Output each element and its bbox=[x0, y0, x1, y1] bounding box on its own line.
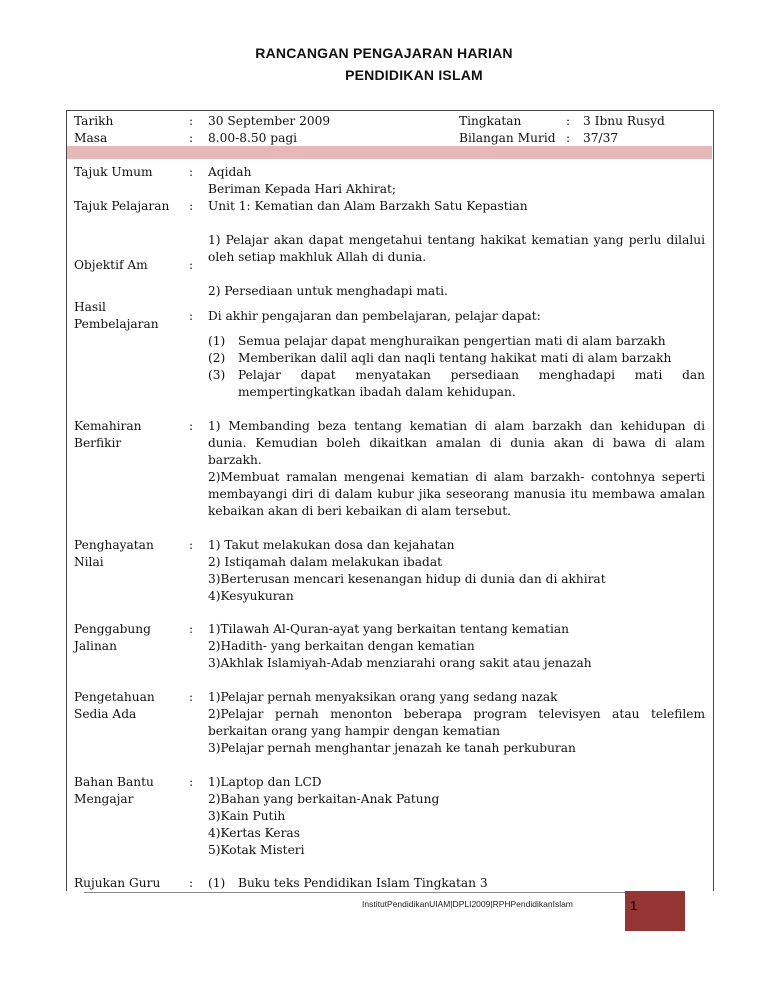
hasil-item-num: (1) bbox=[208, 334, 226, 348]
tarikh-value: 30 September 2009 bbox=[208, 114, 331, 128]
kemahiran-paragraph-1: 1) Membanding beza tentang kematian di alam barzakh dan kehidupan di dunia. Kemudian boleh dikaitkan amalan di dunia akan di bawa di alam barzakh. bbox=[208, 419, 705, 467]
penghayatan-item: 3)Berterusan mencari kesenangan hidup di dunia dan di akhirat bbox=[208, 572, 606, 586]
penghayatan-label-2: Nilai bbox=[74, 555, 104, 569]
bilangan-label: Bilangan Murid bbox=[459, 131, 556, 145]
bahan-label-2: Mengajar bbox=[74, 792, 134, 806]
bahan-item: 1)Laptop dan LCD bbox=[208, 775, 322, 789]
pengetahuan-item-1: 1)Pelajar pernah menyaksikan orang yang sedang nazak bbox=[208, 690, 558, 704]
colon: : bbox=[189, 114, 194, 128]
tajuk-umum-value: Aqidah bbox=[208, 165, 252, 179]
objektif-item-2: 2) Persediaan untuk menghadapi mati. bbox=[208, 284, 448, 298]
pengetahuan-label-1: Pengetahuan bbox=[74, 690, 155, 704]
colon: : bbox=[189, 690, 194, 704]
penghayatan-item: 1) Takut melakukan dosa dan kejahatan bbox=[208, 538, 455, 552]
hasil-label-1: Hasil bbox=[74, 300, 106, 314]
bahan-item: 4)Kertas Keras bbox=[208, 826, 300, 840]
penggabung-label-2: Jalinan bbox=[74, 639, 117, 653]
kemahiran-label-2: Berfikir bbox=[74, 436, 122, 450]
colon: : bbox=[189, 309, 194, 323]
pengetahuan-item-3: 3)Pelajar pernah menghantar jenazah ke tanah perkuburan bbox=[208, 741, 576, 755]
colon: : bbox=[189, 538, 194, 552]
colon: : bbox=[566, 114, 571, 128]
hasil-label-2: Pembelajaran bbox=[74, 317, 159, 331]
penggabung-item: 2)Hadith- yang berkaitan dengan kematian bbox=[208, 639, 475, 653]
penggabung-label-1: Penggabung bbox=[74, 622, 151, 636]
document-title: RANCANGAN PENGAJARAN HARIAN bbox=[255, 45, 513, 61]
hasil-intro: Di akhir pengajaran dan pembelajaran, pelajar dapat: bbox=[208, 309, 541, 323]
bahan-item: 5)Kotak Misteri bbox=[208, 843, 305, 857]
penghayatan-item: 2) Istiqamah dalam melakukan ibadat bbox=[208, 555, 442, 569]
bahan-item: 2)Bahan yang berkaitan-Anak Patung bbox=[208, 792, 440, 806]
rujukan-label: Rujukan Guru bbox=[74, 876, 161, 890]
kemahiran-label-1: Kemahiran bbox=[74, 419, 142, 433]
hasil-item-text: Memberikan dalil aqli dan naqli tentang hakikat mati di alam barzakh bbox=[238, 351, 672, 365]
colon: : bbox=[189, 419, 194, 433]
hasil-item-num: (3) bbox=[208, 368, 226, 382]
page-number: 1 bbox=[630, 898, 638, 913]
colon: : bbox=[566, 131, 571, 145]
objektif-item-1: 1) Pelajar akan dapat mengetahui tentang hakikat kematian yang perlu dilalui oleh setiap makhluk Allah di dunia. bbox=[208, 233, 705, 264]
hasil-item-text: Semua pelajar dapat menghuraikan pengertian mati di alam barzakh bbox=[238, 334, 666, 348]
kemahiran-paragraph-2: 2)Membuat ramalan mengenai kematian di alam barzakh- contohnya seperti membayangi diri di dalam kubur jika seseorang manusia itu membawa amalan kebaikan akan di beri kebaikan di alam tersebut. bbox=[208, 470, 705, 518]
colon: : bbox=[189, 622, 194, 636]
colon: : bbox=[189, 131, 194, 145]
colon: : bbox=[189, 199, 194, 213]
hasil-item-text: Pelajar dapat menyatakan persediaan menghadapi mati dan mempertingkatkan ibadah dalam kehidupan. bbox=[238, 368, 705, 399]
tingkatan-value: 3 Ibnu Rusyd bbox=[583, 114, 665, 128]
document-subtitle: PENDIDIKAN ISLAM bbox=[345, 67, 483, 83]
tajuk-pelajaran-value: Unit 1: Kematian dan Alam Barzakh Satu Kepastian bbox=[208, 199, 528, 213]
bilangan-value: 37/37 bbox=[583, 131, 619, 145]
pengetahuan-label-2: Sedia Ada bbox=[74, 707, 137, 721]
tajuk-umum-value-2: Beriman Kepada Hari Akhirat; bbox=[208, 182, 396, 196]
pengetahuan-item-2: 2)Pelajar pernah menonton beberapa program televisyen atau telefilem berkaitan orang yang hampir dengan kematian bbox=[208, 707, 705, 738]
masa-label: Masa bbox=[74, 131, 108, 145]
hasil-item-num: (2) bbox=[208, 351, 226, 365]
masa-value: 8.00-8.50 pagi bbox=[208, 131, 298, 145]
penggabung-item: 1)Tilawah Al-Quran-ayat yang berkaitan tentang kematian bbox=[208, 622, 569, 636]
penghayatan-item: 4)Kesyukuran bbox=[208, 589, 294, 603]
footer-rule bbox=[84, 892, 625, 893]
tingkatan-label: Tingkatan bbox=[459, 114, 522, 128]
bahan-label-1: Bahan Bantu bbox=[74, 775, 154, 789]
colon: : bbox=[189, 165, 194, 179]
bahan-item: 3)Kain Putih bbox=[208, 809, 286, 823]
tarikh-label: Tarikh bbox=[74, 114, 114, 128]
penghayatan-label-1: Penghayatan bbox=[74, 538, 154, 552]
rujukan-text: Buku teks Pendidikan Islam Tingkatan 3 bbox=[238, 876, 488, 890]
header-divider-band bbox=[67, 146, 712, 159]
objektif-am-label: Objektif Am bbox=[74, 258, 148, 272]
colon: : bbox=[189, 876, 194, 890]
tajuk-umum-label: Tajuk Umum bbox=[74, 165, 153, 179]
colon: : bbox=[189, 258, 194, 272]
footer-text: InstitutPendidikanUIAM|DPLI2009|RPHPendidikanIslam bbox=[362, 899, 573, 909]
tajuk-pelajaran-label: Tajuk Pelajaran bbox=[74, 199, 170, 213]
rujukan-num: (1) bbox=[208, 876, 226, 890]
penggabung-item: 3)Akhlak Islamiyah-Adab menziarahi orang sakit atau jenazah bbox=[208, 656, 592, 670]
colon: : bbox=[189, 775, 194, 789]
